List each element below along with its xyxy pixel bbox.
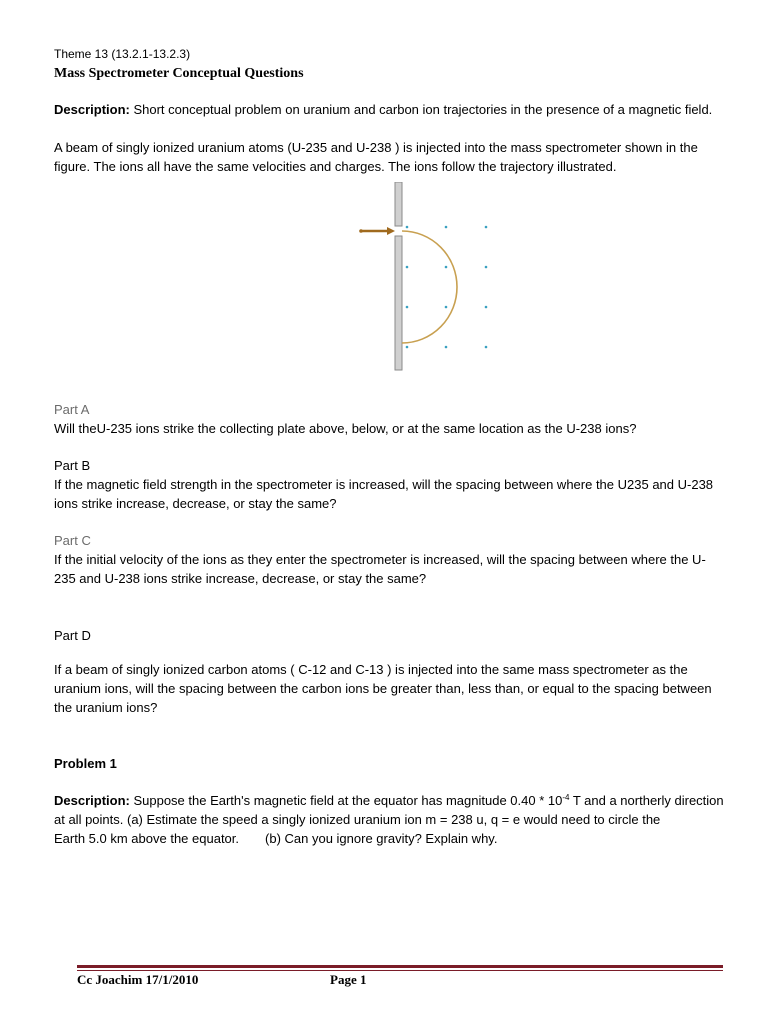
footer-author-date: Cc Joachim 17/1/2010	[77, 972, 199, 987]
footer-rule-thin	[77, 970, 723, 971]
intro-description	[54, 100, 724, 119]
page-title: Mass Spectrometer Conceptual Questions	[54, 66, 304, 81]
collecting-plate-lower	[395, 236, 402, 370]
collecting-plate	[395, 182, 402, 226]
theme-line: Theme 13 (13.2.1-13.2.3)	[54, 47, 191, 61]
problem-text-a: Suppose the Earth's magnetic field at the equator has magnitude 0.40 * 10	[129, 793, 563, 808]
part-d-question: If a beam of singly ionized carbon atoms ( C-12 and C-13 ) is injected into the same mass spectrometer as the uranium ions, will the spacing between the carbon ions be greater than, less than, or equal to the spacing between the uranium ions?	[54, 662, 712, 715]
part-d-heading: Part D	[54, 628, 91, 643]
magnetic-field-dots	[406, 226, 488, 349]
part-a-question: Will theU-235 ions strike the collecting plate above, below, or at the same location as the U-238 ions?	[54, 421, 637, 436]
part-b-question: If the magnetic field strength in the spectrometer is increased, will the spacing between where the U235 and U-238 ions strike increase, decrease, or stay the same?	[54, 477, 714, 511]
problem-text-d: (b) Can you ignore gravity? Explain why.	[265, 831, 498, 846]
ion-trajectory	[402, 231, 457, 343]
problem-text-b: T and a northerly direction at all points. (a) Estimate the speed a singly ionized uranium ion m = 238 u, q = e would need to circle the	[54, 793, 724, 827]
problem-text-c: Earth 5.0 km above the equator.	[54, 831, 240, 846]
part-a-heading: Part A	[54, 402, 90, 417]
problem-1-heading: Problem 1	[54, 756, 117, 771]
part-c-question: If the initial velocity of the ions as they enter the spectrometer is increased, will the spacing between where the U-235 and U-238 ions strike increase, decrease, or stay the same?	[54, 552, 706, 586]
part-c-heading: Part C	[54, 533, 91, 548]
description-label: Description:	[54, 102, 130, 117]
problem-description-label: Description:	[54, 793, 130, 808]
intro-setup: A beam of singly ionized uranium atoms (U-235 and U-238 ) is injected into the mass spectrometer shown in the figure. The ions all have the same velocities and charges. The ions follow the trajectory illustrated.	[54, 140, 698, 174]
part-b-heading: Part B	[54, 458, 91, 473]
footer-rule	[77, 965, 723, 968]
mass-spectrometer-diagram-icon	[355, 182, 500, 374]
problem-1-description	[54, 791, 724, 848]
footer-page-number: Page 1	[330, 972, 367, 987]
description-text: Short conceptual problem on uranium and carbon ion trajectories in the presence of a magnetic field.	[129, 102, 713, 117]
ion-beam-arrowhead	[387, 227, 395, 235]
exponent: -4	[562, 793, 570, 802]
